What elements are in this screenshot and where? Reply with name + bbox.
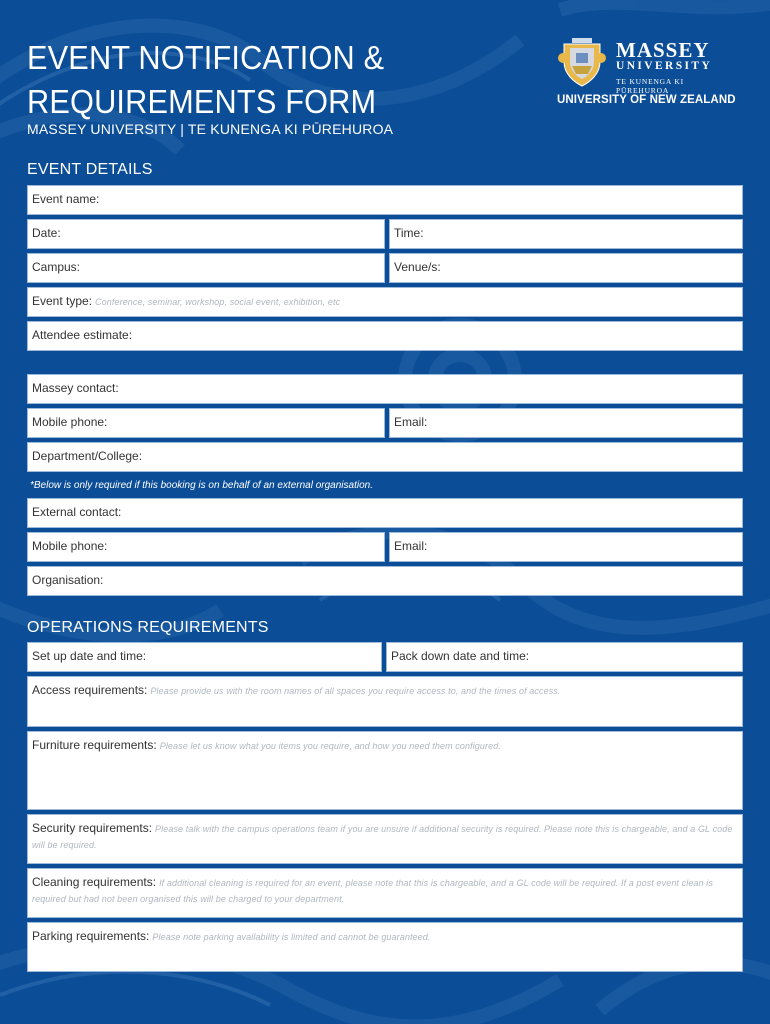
logo-maori-name: TE KUNENGA KI PŪREHUROA	[616, 77, 684, 95]
furniture-hint: Please let us know what you items you require, and how you need them configured.	[159, 741, 501, 751]
external-mobile-phone-label: Mobile phone:	[32, 539, 108, 553]
packdown-field[interactable]	[386, 642, 743, 672]
date-label: Date:	[32, 226, 61, 240]
time-label: Time:	[394, 226, 424, 240]
attendee-estimate-label: Attendee estimate:	[32, 328, 133, 342]
logo-country: UNIVERSITY OF NEW ZEALAND	[557, 94, 736, 106]
cleaning-label: Cleaning requirements:	[32, 875, 157, 889]
external-contact-field[interactable]	[27, 498, 743, 528]
time-field[interactable]	[389, 219, 743, 249]
venue-field[interactable]	[389, 253, 743, 283]
massey-contact-field[interactable]	[27, 374, 743, 404]
logo-university: UNIVERSITY	[616, 60, 713, 72]
access-hint: Please provide us with the room names of all spaces you require access to, and the times of access.	[150, 686, 561, 696]
page-subtitle: MASSEY UNIVERSITY | TE KUNENGA KI PŪREHUROA	[27, 121, 394, 137]
security-label: Security requirements:	[32, 821, 153, 835]
access-requirements-field[interactable]	[27, 676, 743, 727]
venue-label: Venue/s:	[394, 260, 441, 274]
organisation-label: Organisation:	[32, 573, 104, 587]
event-name-label: Event name:	[32, 192, 100, 206]
title-line-1: EVENT NOTIFICATION &	[27, 39, 385, 76]
external-mobile-phone-field[interactable]	[27, 532, 385, 562]
setup-field[interactable]	[27, 642, 382, 672]
event-type-label: Event type:	[32, 294, 93, 308]
operations-heading: OPERATIONS REQUIREMENTS	[27, 619, 269, 636]
parking-label: Parking requirements:	[32, 929, 150, 943]
event-type-field[interactable]	[27, 287, 743, 317]
furniture-requirements-field[interactable]	[27, 731, 743, 810]
massey-contact-label: Massey contact:	[32, 381, 119, 395]
parking-hint: Please note parking availability is limited and cannot be guaranteed.	[152, 932, 431, 942]
cleaning-requirements-field[interactable]	[27, 868, 743, 918]
date-field[interactable]	[27, 219, 385, 249]
campus-label: Campus:	[32, 260, 81, 274]
parking-requirements-field[interactable]	[27, 922, 743, 972]
massey-logo	[556, 36, 736, 114]
external-contact-label: External contact:	[32, 505, 122, 519]
mobile-phone-field[interactable]	[27, 408, 385, 438]
logo-name: MASSEY	[616, 38, 710, 62]
department-field[interactable]	[27, 442, 743, 472]
attendee-estimate-field[interactable]	[27, 321, 743, 351]
external-org-note: *Below is only required if this booking is on behalf of an external organisation.	[30, 480, 373, 491]
security-requirements-field[interactable]	[27, 814, 743, 864]
external-email-label: Email:	[394, 539, 428, 553]
furniture-label: Furniture requirements:	[32, 738, 157, 752]
campus-field[interactable]	[27, 253, 385, 283]
external-email-field[interactable]	[389, 532, 743, 562]
mobile-phone-label: Mobile phone:	[32, 415, 108, 429]
setup-label: Set up date and time:	[32, 649, 147, 663]
cleaning-hint: If additional cleaning is required for an event, please note that this is chargeable, and a GL code will be required. If a post event clean is required but had not been organised this will be charged to your department.	[32, 878, 713, 904]
organisation-field[interactable]	[27, 566, 743, 596]
page-title	[27, 36, 455, 124]
packdown-label: Pack down date and time:	[391, 649, 530, 663]
event-type-hint: Conference, seminar, workshop, social event, exhibition, etc	[95, 297, 341, 307]
event-details-heading: EVENT DETAILS	[27, 161, 153, 178]
access-label: Access requirements:	[32, 683, 148, 697]
email-label: Email:	[394, 415, 428, 429]
department-label: Department/College:	[32, 449, 143, 463]
university-crest-icon	[558, 36, 606, 88]
security-hint: Please talk with the campus operations team if you are unsure if additional security is required. Please note this is chargeable, and a GL code will be required.	[32, 824, 733, 850]
email-field[interactable]	[389, 408, 743, 438]
event-name-field[interactable]	[27, 185, 743, 215]
title-line-2: REQUIREMENTS FORM	[27, 83, 377, 120]
